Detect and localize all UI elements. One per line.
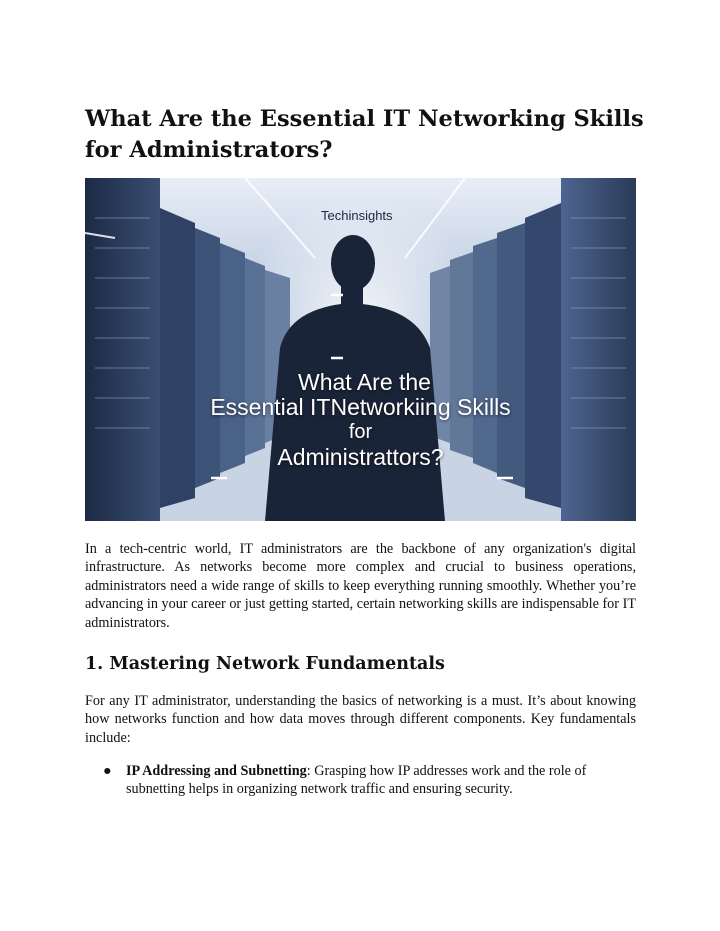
hero-overlay-title	[85, 370, 636, 470]
hero-overlay-line-3: for	[348, 421, 373, 443]
list-item-text	[126, 762, 636, 799]
hero-brand: Techinsights	[321, 208, 393, 223]
page-title: What Are the Essential IT Networking Skills for Administrators?	[85, 106, 644, 163]
list-item-term: IP Addressing and Subnetting	[126, 763, 307, 779]
list-item	[103, 762, 636, 799]
section-heading: 1. Mastering Network Fundamentals	[85, 654, 445, 674]
intro-paragraph: In a tech-centric world, IT administrators are the backbone of any organization's digital infrastructure. As networks become more complex and crucial to business operations, administrators need a wide range of skills to keep everything running smoothly. Whether you’re advancing in your career or just getting started, certain networking skills are indispensable for IT administrators.	[85, 541, 636, 631]
hero-overlay-line-4: Administrattors?	[277, 444, 444, 470]
bullet-marker: ●	[103, 763, 112, 779]
section-paragraph: For any IT administrator, understanding the basics of networking is a must. It’s about knowing how networks function and how data moves through different components. Key fundamentals include:	[85, 693, 636, 746]
hero-overlay-line-2: Essential ITNetworkiing Skills	[210, 394, 511, 420]
hero-overlay-line-1: What Are the	[298, 369, 431, 395]
list-item-description: : Grasping how IP addresses work and the role of subnetting helps in organizing network traffic and ensuring security.	[126, 763, 587, 798]
hero-image	[85, 178, 636, 521]
